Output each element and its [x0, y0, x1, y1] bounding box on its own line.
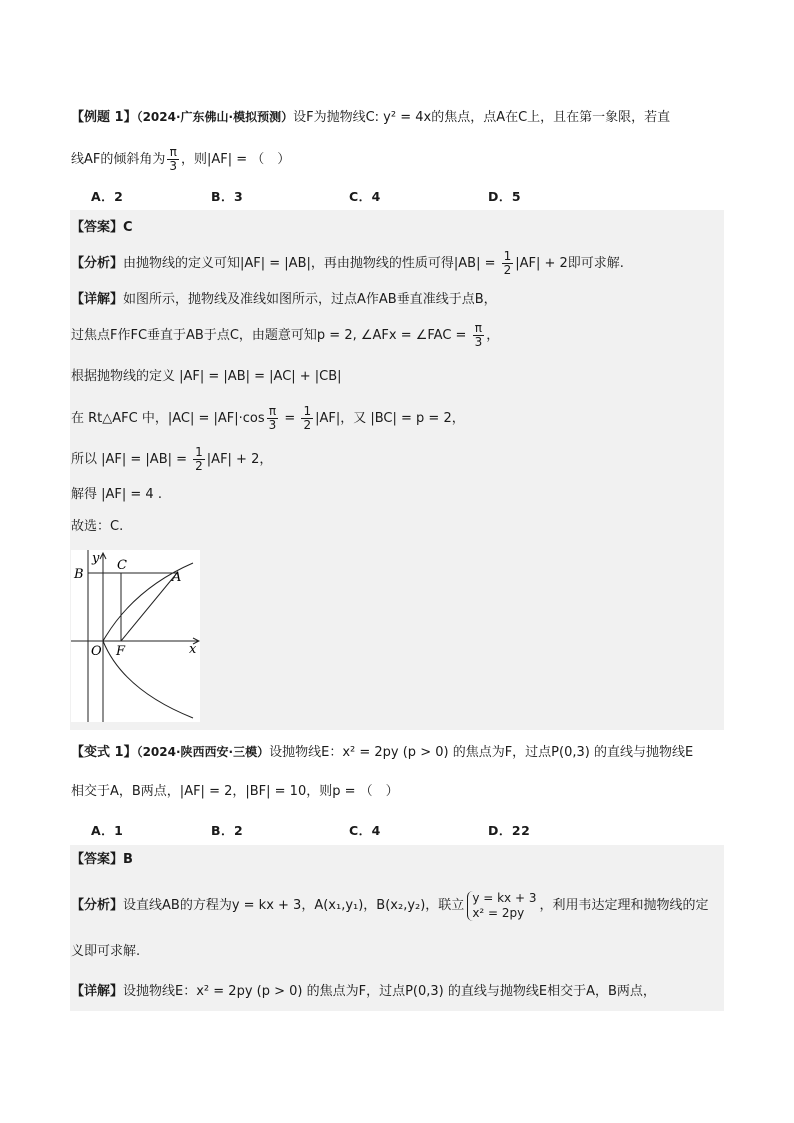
variant1-question-text1: 设抛物线E：x² = 2py (p > 0) 的焦点为F，过点P(0,3) 的直线与抛物线E	[269, 745, 694, 760]
example1-question-text2-pre: 线AF的倾斜角为	[71, 152, 166, 167]
variant1-analysis-label: 【分析】	[71, 898, 124, 913]
label-c: C	[117, 558, 127, 573]
variant1-analysis-line2: 义即可求解.	[71, 944, 141, 959]
variant1-question-line1	[71, 742, 693, 763]
variant1-answer	[71, 850, 133, 870]
variant1-answer-label: 【答案】	[71, 852, 124, 867]
example1-option-a: A．2	[91, 189, 124, 204]
variant1-detail-line1: 【详解】设抛物线E：x² = 2py (p > 0) 的焦点为F，过点P(0,3) 的直线与抛物线E相交于A，B两点，	[71, 984, 656, 999]
example1-source: （2024·广东佛山·模拟预测）	[136, 110, 294, 124]
example1-detail-line6: 解得 |AF| = 4 .	[71, 487, 162, 502]
detail-label: 【详解】	[71, 292, 124, 307]
example1-detail-line1: 【详解】如图所示，抛物线及准线如图所示，过点A作AB垂直准线于点B，	[71, 292, 497, 307]
example1-answer	[71, 218, 133, 238]
parabola-figure-svg	[71, 550, 200, 722]
variant1-equation-system: y = kx + 3 x² = 2py	[467, 891, 536, 921]
example1-question-text1: 设F为抛物线C: y² = 4x的焦点，点A在C上，且在第一象限，若直	[293, 110, 671, 125]
detail-line4-fraction-2: $\frac{1}{2}$	[303, 404, 312, 432]
label-x: x	[189, 642, 197, 657]
analysis-fraction: $\frac{1}{2}$	[503, 249, 512, 277]
variant1-option-b: B．2	[211, 823, 244, 838]
variant1-option-a: A．1	[91, 823, 124, 838]
variant1-source: （2024·陕西西安·三模）	[136, 745, 270, 759]
example1-option-c: C．4	[349, 189, 381, 204]
detail-line4-fraction-1: $\frac{\pi}{3}$	[268, 404, 277, 432]
example1-option-b: B．3	[211, 189, 244, 204]
label-y: y	[92, 551, 100, 566]
example1-conclusion: 故选：C.	[71, 519, 124, 534]
label-b: B	[74, 567, 84, 582]
variant1-answer-value: B	[123, 852, 133, 867]
example1-question-fraction: $\frac{\pi}{3}$	[169, 145, 178, 173]
label-f: F	[116, 644, 126, 659]
variant1-analysis: 【分析】设直线AB的方程为y = kx + 3，A(x₁,y₁)，B(x₂,y₂)，联立 y = kx + 3 x² = 2py ，利用韦达定理和抛物线的定	[71, 890, 709, 920]
example1-detail-line5: 所以 |AF| = |AB| = $\frac{1}{2}$ |AF| + 2，	[71, 445, 273, 473]
variant1-option-d: D．22	[488, 823, 531, 838]
answer-label: 【答案】	[71, 220, 124, 235]
example1-analysis: 【分析】由抛物线的定义可知|AF| = |AB|，再由抛物线的性质可得|AB| = $\frac{1}{2}$ |AF| + 2即可求解.	[71, 249, 624, 277]
answer-value: C	[123, 220, 133, 235]
label-o: O	[91, 644, 102, 659]
variant1-option-c: C．4	[349, 823, 381, 838]
parabola-figure	[71, 550, 200, 722]
detail-line5-fraction: $\frac{1}{2}$	[195, 445, 203, 473]
variant1-detail-label: 【详解】	[71, 984, 124, 999]
example1-detail-line4: 在 Rt△AFC 中，|AC| = |AF|·cos $\frac{\pi}{3}$ = $\frac{1}{2}$ |AF|，又 |BC| = p = 2，	[71, 404, 465, 432]
example1-detail-line3: 根据抛物线的定义 |AF| = |AB| = |AC| + |CB|	[71, 369, 342, 384]
segment-fa	[121, 573, 177, 641]
label-a: A	[172, 570, 182, 585]
variant1-question-line2: 相交于A，B两点，|AF| = 2，|BF| = 10，则p = （ ）	[71, 784, 399, 799]
example1-detail-line2: 过焦点F作FC垂直于AB于点C，由题意可知p = 2, ∠AFx = ∠FAC = $\frac{\pi}{3}$ ，	[71, 321, 500, 349]
detail-line2-fraction: $\frac{\pi}{3}$	[474, 321, 483, 349]
example1-option-d: D．5	[488, 189, 522, 204]
example1-question-text2-post: ，则|AF| = （ ）	[181, 152, 291, 167]
analysis-label: 【分析】	[71, 256, 124, 271]
example1-question-line2	[71, 146, 290, 174]
variant1-tag: 【变式 1】	[71, 745, 137, 760]
example1-question-line1	[71, 107, 670, 128]
example1-tag: 【例题 1】	[71, 110, 137, 125]
